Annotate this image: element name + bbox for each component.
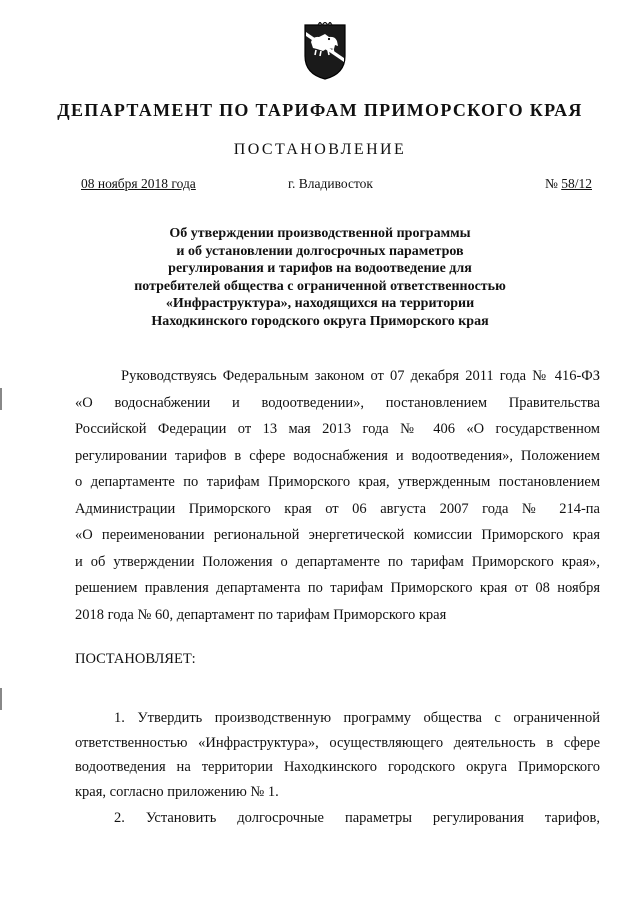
scan-edge-mark bbox=[0, 388, 2, 410]
preamble-line: 2018 года № 60, департамент по тарифам Приморского края bbox=[75, 606, 447, 623]
subject-line: Находкинского городского округа Приморского края bbox=[151, 313, 489, 329]
preamble-line: решением правления департамента по тарифам Приморского края от 08 ноября bbox=[75, 580, 600, 596]
document-meta bbox=[81, 176, 592, 194]
item-2-line: 2. Установить долгосрочные параметры регулирования тарифов, bbox=[114, 810, 600, 826]
document-number-prefix: № bbox=[544, 176, 562, 191]
subject-line: «Инфраструктура», находящихся на территории bbox=[165, 296, 475, 311]
resolution-items bbox=[75, 706, 600, 831]
subject-line: потребителей общества с ограниченной ответственностью bbox=[134, 278, 506, 294]
document-date: 08 ноября 2018 года bbox=[81, 176, 196, 191]
subject-line: регулирования и тарифов на водоотведение для bbox=[168, 261, 472, 276]
subject-line: Об утверждении производственной программы bbox=[169, 226, 471, 241]
document-type: ПОСТАНОВЛЕНИЕ bbox=[233, 141, 407, 158]
preamble-line: Российской Федерации от 13 мая 2013 года № 406 «О государственном bbox=[75, 421, 600, 437]
preamble-line: «О водоснабжении и водоотведении», постановлением Правительства bbox=[75, 394, 600, 411]
document-number bbox=[545, 176, 592, 192]
document-number-value: 58/12 bbox=[561, 176, 592, 191]
scan-edge-mark bbox=[0, 688, 2, 710]
subject-line: и об установлении долгосрочных параметров bbox=[176, 243, 464, 259]
document-city: г. Владивосток bbox=[288, 176, 373, 191]
resolves-heading: ПОСТАНОВЛЯЕТ: bbox=[75, 651, 196, 667]
preamble-line: «О переименовании региональной энергетической комиссии Приморского края bbox=[75, 527, 600, 543]
item-1-line: 1. Утвердить производственную программу общества с ограниченной bbox=[114, 710, 600, 726]
preamble-line: и об утверждении Положения о департаменте по тарифам Приморского края», bbox=[75, 553, 600, 570]
preamble-line: Руководствуясь Федеральным законом от 07 декабря 2011 года № 416-ФЗ bbox=[121, 368, 600, 384]
item-1-line: водоотведения на территории Находкинского городского округа Приморского bbox=[75, 759, 600, 775]
item-1-line: ответственностью «Инфраструктура», осуществляющего деятельность в сфере bbox=[75, 734, 600, 751]
primorsky-coat-of-arms-icon bbox=[302, 22, 348, 80]
document-subject bbox=[90, 225, 550, 330]
item-1-line: края, согласно приложению № 1. bbox=[75, 783, 279, 800]
preamble-line: о департаменте по тарифам Приморского края, утвержденным постановлением bbox=[75, 474, 600, 490]
preamble-line: Администрации Приморского края от 06 августа 2007 года № 214-па bbox=[75, 500, 600, 517]
preamble-paragraph bbox=[75, 363, 600, 628]
department-title: ДЕПАРТАМЕНТ ПО ТАРИФАМ ПРИМОРСКОГО КРАЯ bbox=[57, 100, 583, 120]
preamble-line: регулировании тарифов в сфере водоснабжения и водоотведения», Положением bbox=[75, 447, 600, 464]
